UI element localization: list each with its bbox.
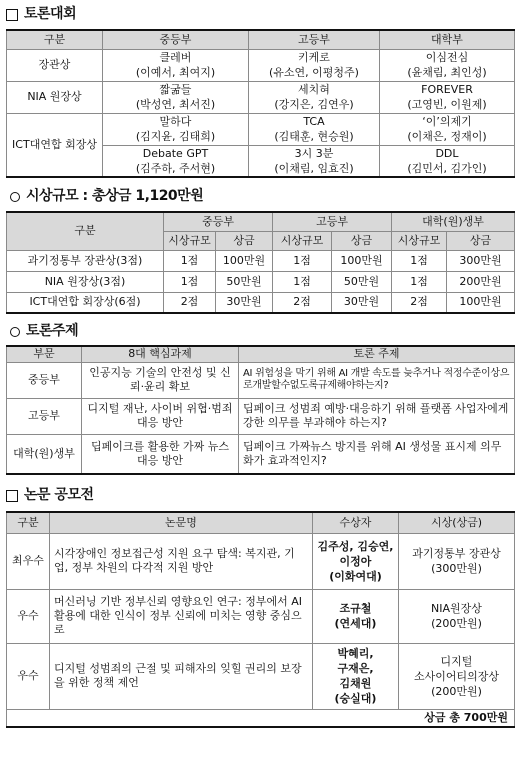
cell: 100만원 [332,250,392,271]
task-cell: 디지털 재난, 사이버 위협·범죄대응 방안 [82,398,239,434]
prize-scale-table [6,211,515,314]
cell: 300만원 [447,250,515,271]
total-row [7,709,515,727]
table-header-row [7,346,515,362]
award-cell: NIA원장상 (200만원) [399,589,515,643]
circle-bullet-icon [10,327,20,337]
division-cell: 중등부 [7,362,82,398]
cell: 50만원 [332,271,392,292]
header-cell: 논문명 [50,512,313,533]
cell: 1점 [392,250,447,271]
cell: 1점 [392,271,447,292]
header-cell: 상금 [447,231,515,250]
table-row [7,49,515,81]
team-cell: DDL (김민서, 김가인) [380,145,515,177]
debate-topics-table [6,345,515,475]
header-cell: 고등부 [273,212,392,231]
cell: 1점 [164,271,216,292]
header-cell: 대학(원)생부 [392,212,515,231]
division-cell: 고등부 [7,398,82,434]
table-header-row [7,512,515,533]
header-cell: 토론 주제 [239,346,515,362]
cell: 100만원 [447,292,515,313]
table-row [7,643,515,709]
header-cell: 부문 [7,346,82,362]
team-cell: 이심전심 (윤채림, 최인성) [380,49,515,81]
table-row [7,271,515,292]
header-cell: 구분 [7,512,50,533]
debate-results-table [6,29,515,178]
paper-title-cell: 디지털 성범죄의 근절 및 피해자의 잊힐 권리의 보장을 위한 정책 제언 [50,643,313,709]
header-cell: 시상규모 [392,231,447,250]
grade-cell: 우수 [7,589,50,643]
checkbox-square-icon [6,9,18,21]
row-label: NIA 원장상(3점) [7,271,164,292]
section-papers-title: 논문 공모전 [6,487,515,505]
section-debate-title: 토론대회 [6,6,515,24]
cell: 100만원 [216,250,273,271]
cell: 30만원 [216,292,273,313]
row-label: 과기정통부 장관상(3점) [7,250,164,271]
header-cell: 중등부 [164,212,273,231]
header-cell: 상금 [216,231,273,250]
cell: 1점 [273,250,332,271]
table-row [7,398,515,434]
team-cell: FOREVER (고영빈, 이원제) [380,81,515,113]
header-cell: 구분 [7,30,103,49]
section-topics-title: 토론주제 [6,323,515,341]
cell: 1점 [273,271,332,292]
cell: 1점 [164,250,216,271]
winner-cell: 조규철 (연세대) [313,589,399,643]
table-row [7,434,515,474]
header-cell: 시상(상금) [399,512,515,533]
team-cell: 말하다 (김지윤, 김태희) [103,113,249,145]
grade-cell: 우수 [7,643,50,709]
cell: 200만원 [447,271,515,292]
topic-cell: AI 위험성을 막기 위해 AI 개발 속도를 늦추거나 적정수준이상으로개발할수없도록규제해야하는지? [239,362,515,398]
table-row [7,292,515,313]
team-cell: 세치혀 (강지은, 김연우) [249,81,380,113]
header-cell: 대학부 [380,30,515,49]
division-cell: 대학(원)생부 [7,434,82,474]
table-row [7,81,515,113]
header-cell: 시상규모 [273,231,332,250]
table-row [7,113,515,145]
award-label: 장관상 [7,49,103,81]
team-cell: TCA (김태훈, 현승원) [249,113,380,145]
winner-cell: 박혜리, 구재은, 김채원 (숭실대) [313,643,399,709]
table-header-row [7,212,515,231]
total-spacer [7,709,399,727]
header-cell: 중등부 [103,30,249,49]
checkbox-square-icon [6,490,18,502]
cell: 2점 [164,292,216,313]
cell: 2점 [392,292,447,313]
team-cell: Debate GPT (김주하, 주서현) [103,145,249,177]
winner-cell: 김주성, 김승연, 이정아 (이화여대) [313,533,399,589]
total-prize: 상금 총 700만원 [399,709,515,727]
team-cell: 키케로 (유소연, 이평청주) [249,49,380,81]
paper-contest-table [6,511,515,728]
table-row [7,589,515,643]
header-cell: 구분 [7,212,164,250]
row-label: ICT대연합 회장상(6점) [7,292,164,313]
topic-cell: 딥페이크 가짜뉴스 방지를 위해 AI 생성물 표시제 의무화가 효과적인지? [239,434,515,474]
topic-cell: 딥페이크 성범죄 예방·대응하기 위해 플랫폼 사업자에게 강한 의무를 부과해야 하는지? [239,398,515,434]
team-cell: 클레버 (이예서, 최여지) [103,49,249,81]
header-cell: 고등부 [249,30,380,49]
header-cell: 상금 [332,231,392,250]
team-cell: ‘이’의제기 (이채은, 정재이) [380,113,515,145]
task-cell: 딥페이크를 활용한 가짜 뉴스 대응 방안 [82,434,239,474]
award-label: ICT대연합 회장상 [7,113,103,177]
cell: 30만원 [332,292,392,313]
award-cell: 디지털 소사이어티의장상 (200만원) [399,643,515,709]
table-row [7,250,515,271]
section-prize-title: 시상규모 : 총상금 1,120만원 [6,188,515,206]
paper-title-cell: 머신러닝 기반 정부신뢰 영향요인 연구: 정부에서 AI 활용에 대한 인식이 정부 신뢰에 미치는 영향 중심으로 [50,589,313,643]
header-cell: 8대 핵심과제 [82,346,239,362]
task-cell: 인공지능 기술의 안전성 및 신뢰·윤리 확보 [82,362,239,398]
table-row [7,533,515,589]
award-label: NIA 원장상 [7,81,103,113]
header-cell: 수상자 [313,512,399,533]
page [0,6,521,758]
table-header-row [7,30,515,49]
paper-title-cell: 시각장애인 정보접근성 지원 요구 탐색: 복지관, 기업, 정부 차원의 다각적 지원 방안 [50,533,313,589]
header-cell: 시상규모 [164,231,216,250]
cell: 2점 [273,292,332,313]
table-row [7,362,515,398]
cell: 50만원 [216,271,273,292]
circle-bullet-icon [10,192,20,202]
grade-cell: 최우수 [7,533,50,589]
team-cell: 짧굶들 (박성연, 최서진) [103,81,249,113]
award-cell: 과기정통부 장관상 (300만원) [399,533,515,589]
team-cell: 3시 3분 (이채림, 임효진) [249,145,380,177]
